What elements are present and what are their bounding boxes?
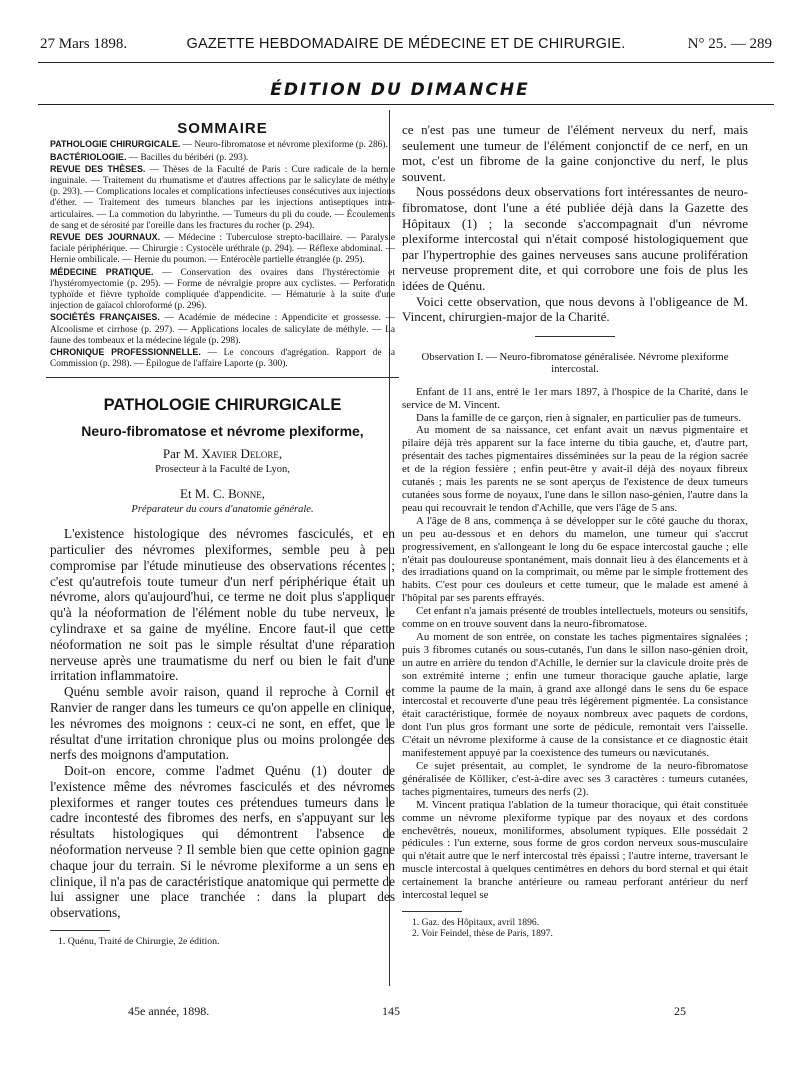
body-paragraph: Quénu semble avoir raison, quand il reproche à Cornil et Ranvier de ranger dans les tumeurs ce qu'on appelle en clinique, les névromes des moignons : ceux-ci ne sont, en effet, que le résultat d'une irritation chronique plus ou moins prolongée des nerfs des moignons d'amputation. bbox=[50, 684, 395, 763]
sommaire-entry-text: — Thèses de la Faculté de Paris : Cure radicale de la hernie inguinale. — Traitement du rhumatisme et d'autres affections par le salicylate de méthyle (p. 293). — Complications locales et complications infectieuses consécutives aux injections d'éther. — Traitement des tumeurs blanches par les injections antiseptiques intra-articulaires. — La commotion du labyrinthe. — Tumeurs du pli du coude. — Écoulements de sang et de sérosité par l'oreille dans les fractures du rocher (p. 294). bbox=[50, 164, 396, 231]
observation-paragraph: Au moment de sa naissance, cet enfant avait un nævus pigmentaire et pilaire déjà très apparent sur la face interne du tibia gauche, et, d'autre part, présentait des taches pigmentaires disséminées sur la peau de la région sacrée et de la région fessière ; enfin peut-être y avait-il déjà des noyaux fibreux cutanés ; mais les parents ne se sont aperçus de l'existence de deux tumeurs cutanées sous forme de noyaux, l'une dans le sillon naso-génien, l'autre dans la peau qui recouvrait le tendon d'Achille, que vers l'âge de 5 ans. bbox=[402, 424, 748, 514]
volume-page-number: 145 bbox=[382, 1004, 400, 1018]
running-header bbox=[40, 36, 772, 58]
observation-paragraph: A l'âge de 8 ans, commença à se développer sur le côté gauche du thorax, un peu au-dessous et en dehors du mamelon, une tumeur qui s'accrut progressivement, en s'allongeant le long du 6e espace intercostal gauche ; elle n'était pas douloureuse spontanément, mais donnait lieu à des élancements et à des irradiations quand on la comprimait, ou même par le simple frottement des habits. C'est pour ces douleurs et cette tumeur, que le malade est amené à l'hôpital par ses parents effrayés. bbox=[402, 514, 748, 605]
body-paragraph: Voici cette observation, que nous devons à l'obligeance de M. Vincent, chirurgien-major de la Charité. bbox=[402, 293, 748, 325]
sommaire-list bbox=[50, 139, 395, 370]
sommaire-entry-text: — Académie de médecine : Appendicite et grossesse. — Alcoolisme et cirrhose (p. 297). — Applications locales de salicylate de méthyle. — La faune des tombeaux et la médecine légale (p. 298). bbox=[50, 313, 395, 346]
footnote: 2. Voir Feindel, thèse de Paris, 1897. bbox=[412, 928, 553, 940]
left-column bbox=[50, 110, 395, 948]
sommaire-entry bbox=[50, 139, 395, 151]
sommaire-entry-text: — Bacilles du béribéri (p. 293). bbox=[126, 152, 249, 163]
byline-prefix: Par M. bbox=[162, 445, 202, 461]
sommaire-entry-text: — Neuro-fibromatose et névrome plexiforme (p. 286). bbox=[180, 140, 388, 151]
sommaire-entry-head: REVUE DES THÈSES. bbox=[50, 163, 146, 174]
body-paragraph: ce n'est pas une tumeur de l'élément nerveux du nerf, mais seulement une tumeur de l'élément conjonctif de ce nerf, en un mot, c'est un fibrome de la gaine conjonctive du nerf, le plus souvent. bbox=[402, 122, 748, 184]
sommaire-entry-text: — Le concours d'agrégation. Rapport de la Commission (p. 298). — Épilogue de l'affaire Laporte (p. 300). bbox=[50, 347, 395, 370]
observation-title: Observation I. — Neuro-fibromatose généralisée. Névrome plexiforme intercostal. bbox=[421, 350, 729, 376]
header-date: 27 Mars 1898. bbox=[40, 36, 128, 52]
sommaire-entry bbox=[50, 152, 395, 164]
footnote: 1. Gaz. des Hôpitaux, avril 1896. bbox=[412, 916, 540, 928]
sommaire-entry bbox=[50, 312, 395, 347]
body-paragraph: L'existence histologique des névromes fasciculés, et en particulier des névromes plexiformes, semble peu à peu compromise par l'étude minutieuse des observations récentes ; c'est qu'autrefois toute tumeur d'un nerf périphérique était un névrome, alors qu'aujourd'hui, ce terme ne doit plus s'appliquer qu'à la néoformation de l'élément noble du tube nerveux, le cylindraxe et sa gaine de myéline. Encore faut-il que cette néoformation ne soit pas le simple résultat d'une réparation nerveuse après une traumatisme du nerf ou bien le fait d'une irritation inflammatoire. bbox=[50, 526, 395, 684]
footnote-rule bbox=[402, 911, 462, 912]
byline-prefix: Et M. C. bbox=[180, 485, 229, 501]
sommaire-entry-head: PATHOLOGIE CHIRURGICALE. bbox=[50, 139, 181, 150]
volume-year: 45e année, 1898. bbox=[128, 1004, 210, 1018]
sommaire-entry bbox=[50, 267, 395, 313]
observation-paragraph: Enfant de 11 ans, entré le 1er mars 1897, à l'hospice de la Charité, dans le service de M. Vincent. bbox=[402, 385, 748, 411]
author-affiliation: Préparateur du cours d'anatomie générale. bbox=[131, 503, 314, 515]
issue-page-number: N° 25. — 289 bbox=[687, 36, 772, 52]
banner-rule bbox=[38, 104, 774, 105]
observation-rule bbox=[535, 336, 615, 337]
sommaire-entry-head: MÉDECINE PRATIQUE. bbox=[50, 266, 154, 277]
observation-paragraph: Dans la famille de ce garçon, rien à signaler, en particulier pas de tumeurs. bbox=[416, 411, 741, 424]
sommaire-entry-head: CHRONIQUE PROFESSIONNELLE. bbox=[50, 346, 201, 357]
author-name: Bonne, bbox=[228, 485, 265, 501]
sommaire-entry-head: SOCIÉTÉS FRANÇAISES. bbox=[50, 312, 160, 323]
section-rule bbox=[46, 377, 399, 378]
edition-banner: ÉDITION DU DIMANCHE bbox=[270, 80, 530, 100]
footnote: 1. Quénu, Traité de Chirurgie, 2e édition. bbox=[58, 936, 220, 948]
right-column bbox=[402, 122, 748, 940]
article-title: Neuro-fibromatose et névrome plexiforme, bbox=[81, 422, 364, 439]
journal-title: GAZETTE HEBDOMADAIRE DE MÉDECINE ET DE CHIRURGIE. bbox=[186, 36, 626, 52]
body-paragraph: Doit-on encore, comme l'admet Quénu (1) douter de l'existence même des névromes fasciculés et des névromes plexiformes et ranger toutes ces prétendues tumeurs dans le cadre incontesté des fibromes des nerfs, en s'appuyant sur les résultats histologiques qui démontrent l'absence de néoformation nerveuse ? Il semble bien que cette opinion gagne chaque jour du terrain. Si le névrome plexiforme a un sens en clinique, il n'a pas de caractéristique anatomique qui permette de lui assigner une place tranchée : dans la plupart des observations, bbox=[50, 763, 395, 921]
observation-paragraph: Au moment de son entrée, on constate les taches pigmentaires signalées ; puis 3 fibromes cutanés ou sous-cutanés, l'un dans le sillon naso-génien droit, un autre en arrière du tendon d'Achille, le dernier sur la clavicule droite près de son extrémité interne ; enfin une tumeur thoracique gauche aplatie, large comme la paume de la main, à grand axe allongé dans le sens du 6e espace intercostal et recouverte d'une peau très légèrement pigmentée. La consistance était caractéristique, formée de noyaux nombreux avec paquets de cordons, dont l'un plus gros formant une sorte de pédicule, remontait vers l'aisselle. C'était un névrome plexiforme à cause de la consistance et ce diagnostic était manifestement appuyé par la coexistence des tumeurs ou nævicutanés. bbox=[402, 630, 748, 760]
sommaire-entry bbox=[50, 164, 395, 232]
sommaire-entry-text: — Conservation des ovaires dans l'hystérectomie et l'hystéromyectomie (p. 295). — Forme de névralgie propre aux cyclistes. — Perforation typhoïde et fièvre typhoïde compliquée d'appendicite. — Hématurie à la suite d'une injection de gaïacol chloroformé (p. 296). bbox=[50, 267, 396, 312]
author-name: Xavier Delore, bbox=[201, 445, 283, 461]
observation-paragraph: Ce sujet présentait, au complet, le syndrome de la neuro-fibromatose généralisée de Kölliker, c'est-à-dire avec ses 3 caractères : tumeurs cutanées, taches pigmentaires, tumeurs des nerfs (2). bbox=[402, 760, 748, 798]
section-title: PATHOLOGIE CHIRURGICALE bbox=[103, 396, 342, 415]
header-rule bbox=[38, 62, 774, 63]
sommaire-entry-text: — Médecine : Tuberculose strepto-bacillaire. — Paralysie faciale périphérique. — Chirurgie : Cystocèle uréthrale (p. 294). — Réflexe abdominal. — Hernie ombilicale. — Hernie du poumon. — Entérocèle partielle étranglée (p. 295). bbox=[50, 232, 395, 266]
sommaire-title: SOMMAIRE bbox=[177, 120, 268, 137]
footnote-rule bbox=[50, 930, 110, 931]
sommaire-entry-head: REVUE DES JOURNAUX. bbox=[50, 231, 161, 242]
body-paragraph: Nous possédons deux observations fort intéressantes de neuro-fibromatose, dont l'une a été publiée déjà dans la Gazette des Hôpitaux (1) ; la seconde s'accompagnait d'un névrome plexiforme intercostal qui n'était composé histologiquement que par l'hypertrophie des gaines nerveuses sans aucune prolifération nerveuse proprement dite, et qui corrobore une fois de plus les idées de Quénu. bbox=[402, 184, 748, 293]
author-byline bbox=[50, 447, 395, 460]
sommaire-entry bbox=[50, 232, 395, 267]
author-byline bbox=[50, 487, 395, 500]
observation-paragraph: M. Vincent pratiqua l'ablation de la tumeur thoracique, qui était constituée comme un névrome plexiforme typique par des noyaux et des cordons enchevêtrés, noueux, moniliformes, absolument typiques. Elle possédait 2 pédicules : l'un externe, sous forme de gros cordon nerveux sous-musculaire qui n'était autre que le nerf intercostal très épaissi ; l'autre interne, traversant le muscle intercostal à quelques centimètres en dehors du bord sternal et qui était certainement la branche antérieure ou rameau perforant antérieur du nerf intercostal lequel se bbox=[402, 798, 748, 902]
sommaire-entry bbox=[50, 347, 395, 370]
author-affiliation: Prosecteur à la Faculté de Lyon, bbox=[155, 464, 290, 476]
observation-paragraph: Cet enfant n'a jamais présenté de troubles intellectuels, moteurs ou sensitifs, comme on en trouve souvent dans la neuro-fibromatose. bbox=[402, 605, 748, 631]
sommaire-entry-head: BACTÉRIOLOGIE. bbox=[50, 151, 127, 162]
signature-mark: 25 bbox=[674, 1004, 686, 1018]
